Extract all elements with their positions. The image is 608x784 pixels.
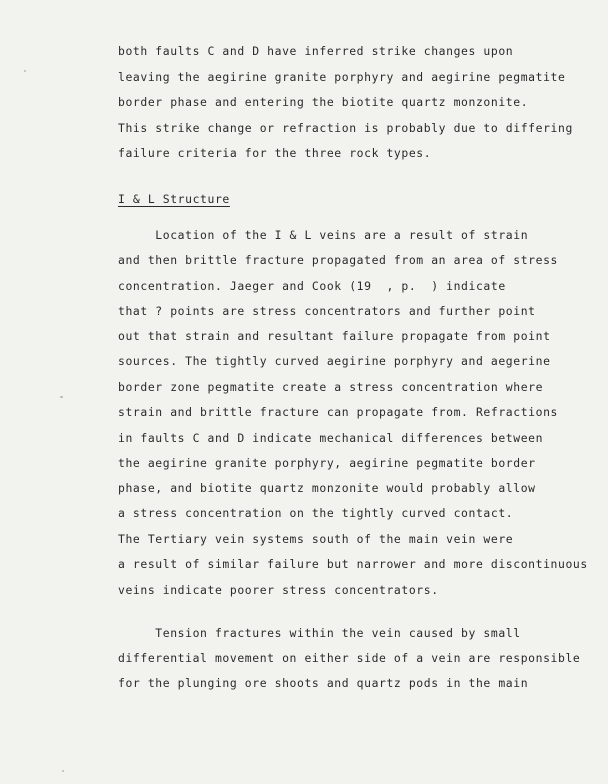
text-line: a stress concentration on the tightly curved contact. — [118, 506, 514, 520]
paper-speck — [24, 70, 26, 72]
text-line: out that strain and resultant failure propagate from point — [118, 329, 551, 343]
text-line: a result of similar failure but narrower and more discontinuous — [118, 557, 588, 571]
text-line: concentration. Jaeger and Cook (19 , p. ) indicate — [118, 279, 506, 293]
text-line: The Tertiary vein systems south of the main vein were — [118, 532, 514, 546]
text-line: veins indicate poorer stress concentrators. — [118, 583, 439, 597]
text-line: sources. The tightly curved aegirine porphyry and aegerine — [118, 354, 551, 368]
text-line: border zone pegmatite create a stress concentration where — [118, 380, 544, 394]
text-line: leaving the aegirine granite porphyry and aegirine pegmatite — [118, 70, 566, 84]
text-line: strain and brittle fracture can propagate from. Refractions — [118, 405, 559, 419]
text-line: differential movement on either side of a vein are responsible — [118, 651, 581, 665]
text-line: This strike change or refraction is probably due to differing — [118, 121, 573, 135]
text-line: the aegirine granite porphyry, aegirine pegmatite border — [118, 456, 536, 470]
text-line: Tension fractures within the vein caused by small — [118, 626, 521, 640]
text-line: in faults C and D indicate mechanical differences between — [118, 431, 544, 445]
text-line: both faults C and D have inferred strike changes upon — [118, 44, 514, 58]
section-heading: I & L Structure — [118, 192, 230, 206]
text-line: Location of the I & L veins are a result of strain — [118, 228, 529, 242]
paper-speck — [62, 770, 64, 772]
text-line: phase, and biotite quartz monzonite would probably allow — [118, 481, 536, 495]
text-line: failure criteria for the three rock types. — [118, 146, 432, 160]
paper-speck — [60, 396, 63, 398]
text-line: and then brittle fracture propagated from an area of stress — [118, 253, 559, 267]
text-line: border phase and entering the biotite quartz monzonite. — [118, 95, 529, 109]
text-line: for the plunging ore shoots and quartz pods in the main — [118, 676, 529, 690]
text-line: that ? points are stress concentrators and further point — [118, 304, 536, 318]
